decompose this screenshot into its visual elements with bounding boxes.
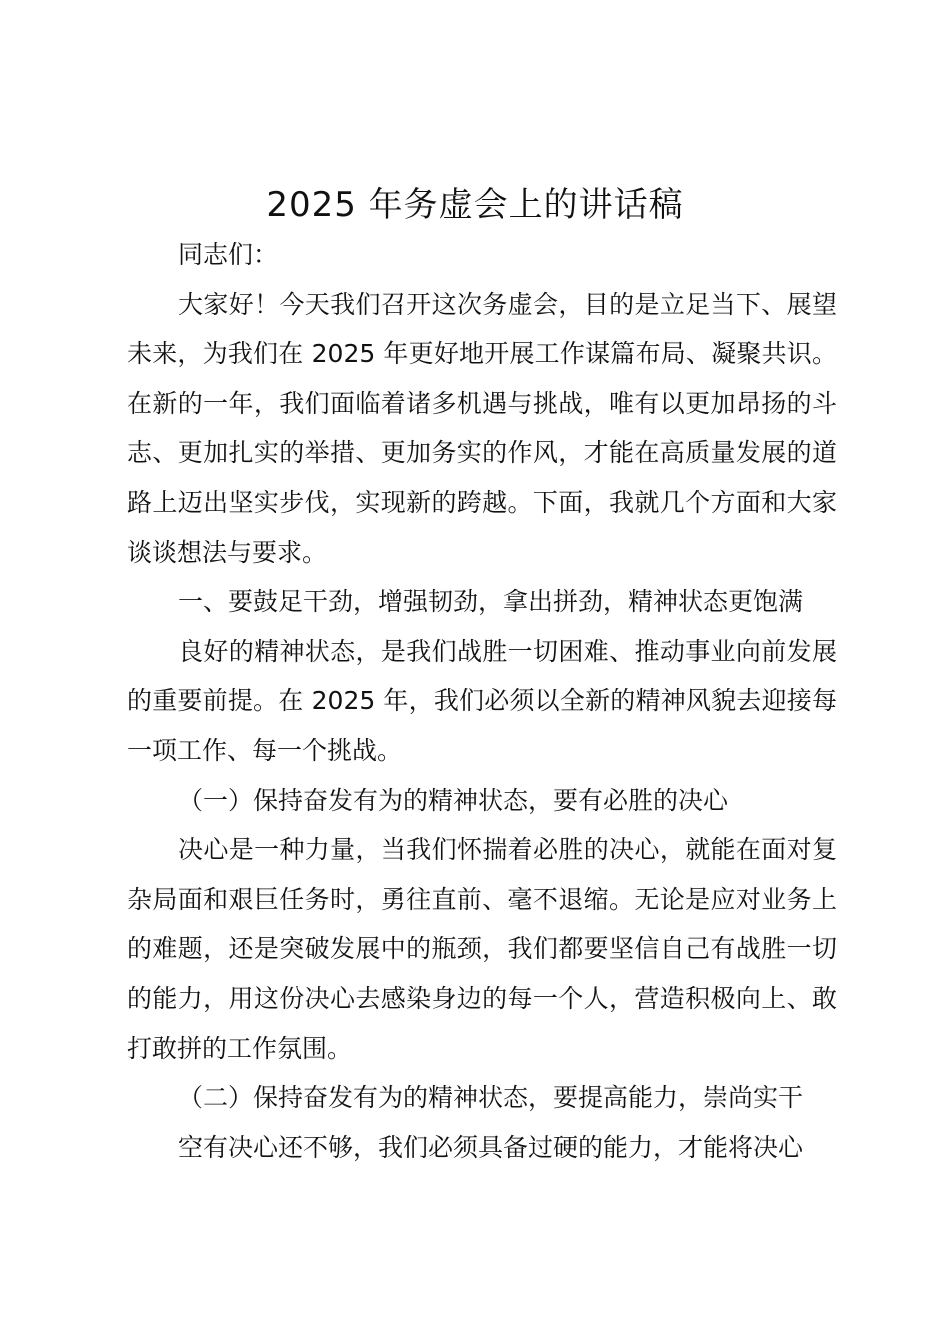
subheading-1-2: （二）保持奋发有为的精神状态，要提高能力，崇尚实干 <box>178 1083 804 1113</box>
document-title: 2025 年务虚会上的讲话稿 <box>266 185 684 225</box>
paragraph-section-1-intro: 良好的精神状态，是我们战胜一切困难、推动事业向前发展的重要前提。在 2025 年，我们必须以全新的精神风貌去迎接每一项工作、每一个挑战。 <box>127 636 837 765</box>
paragraph-determination: 决心是一种力量，当我们怀揣着必胜的决心，就能在面对复杂局面和艰巨任务时，勇往直前、毫不退缩。无论是应对业务上的难题，还是突破发展中的瓶颈，我们都要坚信自己有战胜一切的能力，用这份决心去感染身边的每一个人，营造积极向上、敢打敢拼的工作氛围。 <box>127 835 837 1063</box>
salutation: 同志们： <box>178 240 279 269</box>
paragraph-opening: 大家好！今天我们召开这次务虚会，目的是立足当下、展望未来，为我们在 2025 年更好地开展工作谋篇布局、凝聚共识。在新的一年，我们面临着诸多机遇与挑战，唯有以更加昂扬的斗志、更加扎实的举措、更加务实的作风，才能在高质量发展的道路上迈出坚实步伐，实现新的跨越。下面，我就几个方面和大家谈谈想法与要求。 <box>127 289 837 567</box>
paragraph-ability: 空有决心还不够，我们必须具备过硬的能力，才能将决心 <box>178 1132 804 1162</box>
subheading-1-1: （一）保持奋发有为的精神状态，要有必胜的决心 <box>178 785 729 815</box>
document-body <box>127 230 837 1172</box>
section-heading-1: 一、要鼓足干劲，增强韧劲，拿出拼劲，精神状态更饱满 <box>178 587 804 617</box>
